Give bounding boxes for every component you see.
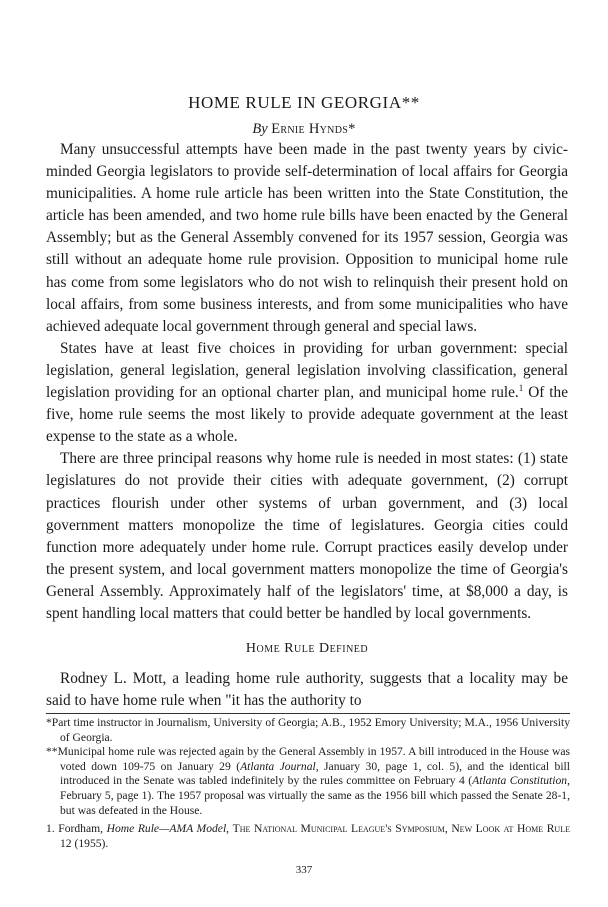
paragraph-1: Many unsuccessful attempts have been made in the past twenty years by civic-minded Georgia legislators to provide self-determination of local affairs for Georgia municipalities. A home rule article has been written into the State Constitution, the article has been amended, and two home rule bills have been enacted by the General Assembly; but as the General Assembly convened for its 1957 session, Georgia was still without an adequate home rule provision. Opposition to municipal home rule has come from some legislators who do not wish to relinquish their present hold on local affairs, from some business interests, and from some municipalities who have achieved adequate local government through general and special laws. — [46, 141, 568, 335]
footnote-divider — [46, 713, 570, 714]
footnote-title — [46, 745, 570, 818]
footnote-1-text-a: 1. Fordham, — [46, 822, 107, 836]
footnote-title-text-b: , January 30, page 1, col. 5), and the identical bill introduced in the Senate was tabled indefinitely by the rules committee on February 4 ( — [60, 759, 570, 788]
footnote-citation-journal: Atlanta Journal — [240, 759, 316, 773]
byline — [0, 121, 608, 138]
footnotes — [46, 716, 570, 851]
footnote-author: *Part time instructor in Journalism, University of Georgia; A.B., 1952 Emory University; M.A., 1956 University of Georgia. — [46, 716, 570, 744]
article-body — [46, 139, 568, 712]
author-name: Ernie Hynds* — [271, 121, 356, 137]
footnote-1-text-c: 12 (1955). — [60, 836, 109, 850]
paragraph-2-text-b: Of the five, home rule seems the most likely to provide adequate government at the least expense to the state as a whole. — [46, 384, 568, 446]
footnote-ref-1: 1 — [518, 382, 524, 393]
footnote-citation-constitution: Atlanta Constitution — [472, 774, 568, 788]
footnote-1-title: Home Rule—AMA Model — [106, 822, 227, 836]
footnote-1-source: The National Municipal League's Symposium, New Look at Home Rule — [232, 822, 570, 836]
article-title: HOME RULE IN GEORGIA** — [188, 93, 420, 112]
paragraph-3: There are three principal reasons why home rule is needed in most states: (1) state legislatures do not provide their cities with adequate government, (2) corrupt practices flourish under other systems of urban government, and (3) local government matters monopolize the time of legislatures. Georgia cities could function more adequately under home rule. Corrupt practices easily develop under the present system, and local government matters monopolize the time of Georgia's General Assembly. Approximately half of the legislators' time, at $8,000 a day, is spent handling local matters that could better be handled by local governments. — [46, 450, 568, 622]
paragraph-2 — [46, 338, 568, 448]
section-heading: Home Rule Defined — [245, 641, 369, 657]
paragraph-2-text-a: States have at least five choices in providing for urban government: special legislation, general legislation, general legislation involving classification, general legislation providing for an optional charter plan, and municipal home rule. — [46, 339, 568, 402]
page-number: 337 — [295, 864, 313, 876]
footnote-title-text-a: **Municipal home rule was rejected again by the General Assembly in 1957. A bill introduced in the House was voted down 109-75 on January 29 ( — [46, 745, 570, 773]
footnote-title-text-c: , February 5, page 1). The 1957 proposal was virtually the same as the 1956 bill which passed the Senate 28-1, but was defeated in the House. — [60, 774, 570, 817]
footnote-1-text-b: , — [226, 822, 233, 836]
footnote-1 — [46, 822, 570, 851]
byline-prefix: By — [252, 121, 268, 137]
paragraph-4: Rodney L. Mott, a leading home rule authority, suggests that a locality may be said to have home rule when "it has the authority to — [46, 670, 568, 710]
